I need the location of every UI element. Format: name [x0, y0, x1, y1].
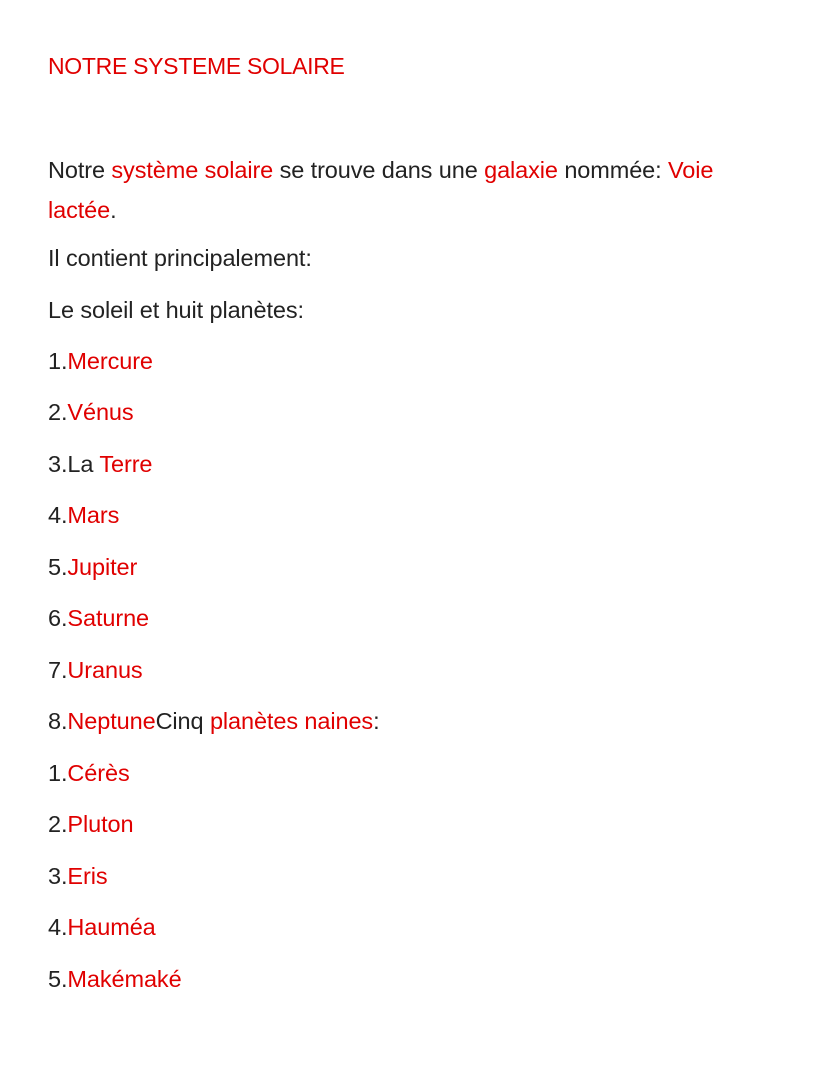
dwarf-planet-name: Pluton: [67, 811, 134, 837]
list-number: 3.: [48, 863, 68, 889]
dwarf-intro-text: Cinq: [155, 708, 210, 734]
list-item: [48, 861, 107, 891]
planet-name: Terre: [99, 451, 153, 477]
list-number: 5.: [48, 554, 68, 580]
dwarf-planet-name: Makémaké: [67, 966, 182, 992]
keyword-galaxy: galaxie: [484, 157, 558, 183]
list-item: [48, 912, 156, 942]
intro-text: nommée:: [557, 157, 669, 183]
planet-name: Uranus: [67, 657, 143, 683]
list-number: 1.: [48, 348, 68, 374]
list-number: 4.: [48, 502, 68, 528]
intro-text: se trouve dans une: [273, 157, 485, 183]
list-item: [48, 449, 152, 479]
list-item: [48, 552, 137, 582]
list-item: [48, 397, 134, 427]
sun-planets-line: Le soleil et huit planètes:: [48, 297, 304, 323]
document-title: NOTRE SYSTEME SOLAIRE: [48, 53, 345, 79]
list-item: [48, 500, 119, 530]
list-number: 7.: [48, 657, 68, 683]
list-number: 8.: [48, 708, 68, 734]
list-item: [48, 706, 380, 736]
list-item: [48, 964, 182, 994]
list-number: 2.: [48, 811, 68, 837]
keyword-dwarf-planets: planètes naines: [209, 708, 374, 734]
dwarf-intro-text: :: [373, 708, 380, 734]
intro-paragraph: [48, 150, 788, 230]
dwarf-planet-name: Hauméa: [67, 914, 156, 940]
dwarf-planet-name: Eris: [67, 863, 108, 889]
list-item: [48, 346, 153, 376]
list-item: [48, 809, 133, 839]
intro-text: Notre: [48, 157, 112, 183]
list-number: 4.: [48, 914, 68, 940]
planet-name: Jupiter: [67, 554, 138, 580]
intro-text: .: [110, 197, 117, 223]
contains-line: Il contient principalement:: [48, 245, 312, 271]
keyword-solar-system: système solaire: [111, 157, 274, 183]
list-number: 3.: [48, 451, 68, 477]
list-item: [48, 603, 149, 633]
dwarf-planet-name: Cérès: [67, 760, 130, 786]
list-number: 1.: [48, 760, 68, 786]
list-number: 6.: [48, 605, 68, 631]
list-item: [48, 655, 143, 685]
planet-name: Neptune: [67, 708, 156, 734]
keyword-milky-way: Voie lactée: [48, 157, 714, 223]
planet-name: Mercure: [67, 348, 153, 374]
list-number: 5.: [48, 966, 68, 992]
planet-name: Vénus: [67, 399, 134, 425]
planet-name: Saturne: [67, 605, 150, 631]
list-item: [48, 758, 130, 788]
planet-name: Mars: [67, 502, 120, 528]
list-number: 2.: [48, 399, 68, 425]
planet-prefix: La: [67, 451, 100, 477]
